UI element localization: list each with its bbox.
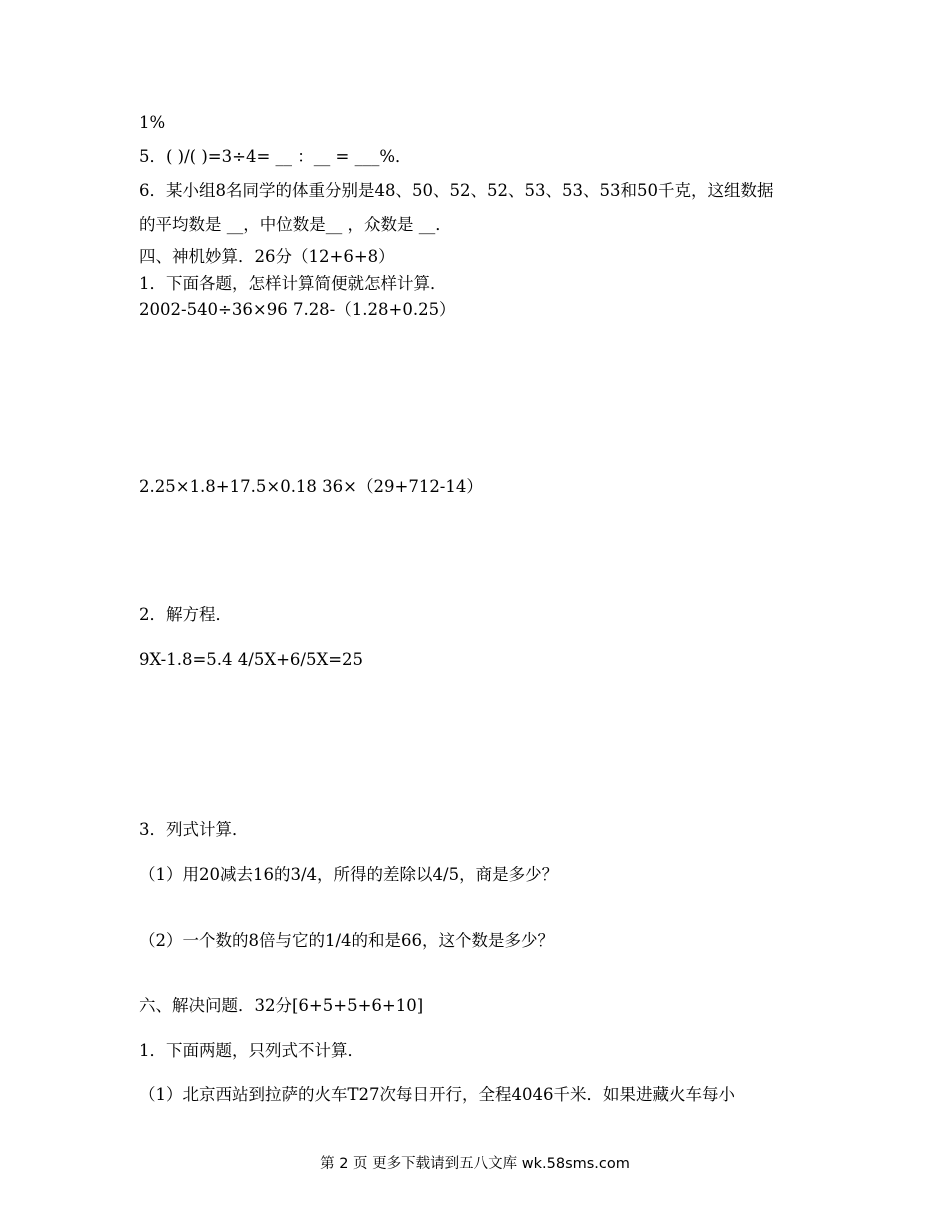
question-6-line-2: 的平均数是 __，中位数是__ ，众数是 __． (139, 215, 452, 234)
calc-row-2: 2.25×1.8+17.5×0.18 36×（29+712-14） (139, 477, 483, 496)
list-calc-1: （1）用20减去16的3/4，所得的差除以4/5，商是多少？ (139, 865, 559, 884)
section-6-q1-prompt: 1．下面两题，只列式不计算． (139, 1041, 364, 1060)
list-calc-2: （2）一个数的8倍与它的1/4的和是66，这个数是多少？ (139, 931, 555, 950)
section-4-q2-prompt: 2．解方程． (139, 605, 232, 624)
section-6-q1-part-1: （1）北京西站到拉萨的火车T27次每日开行，全程4046千米．如果进藏火车每小 (139, 1085, 735, 1104)
question-5: 5．( )/( )=3÷4= __ ：__ = ___%． (139, 147, 412, 166)
section-6-heading: 六、解决问题．32分[6+5+5+6+10] (139, 996, 424, 1015)
section-4-q1-prompt: 1．下面各题，怎样计算简便就怎样计算． (139, 274, 447, 293)
section-4-q3-prompt: 3．列式计算． (139, 820, 249, 839)
section-4-heading: 四、神机妙算．26分（12+6+8） (139, 247, 395, 266)
question-6-line-1: 6．某小组8名同学的体重分别是48、50、52、52、53、53、53和50千克，这组数据 (139, 181, 774, 200)
text-line-percent: 1% (139, 113, 166, 132)
page-footer: 第 2 页 更多下载请到五八文库 wk.58sms.com (320, 1156, 630, 1172)
calc-row-1: 2002-540÷36×96 7.28-（1.28+0.25） (139, 300, 456, 319)
equation-row: 9X-1.8=5.4 4/5X+6/5X=25 (139, 650, 364, 669)
